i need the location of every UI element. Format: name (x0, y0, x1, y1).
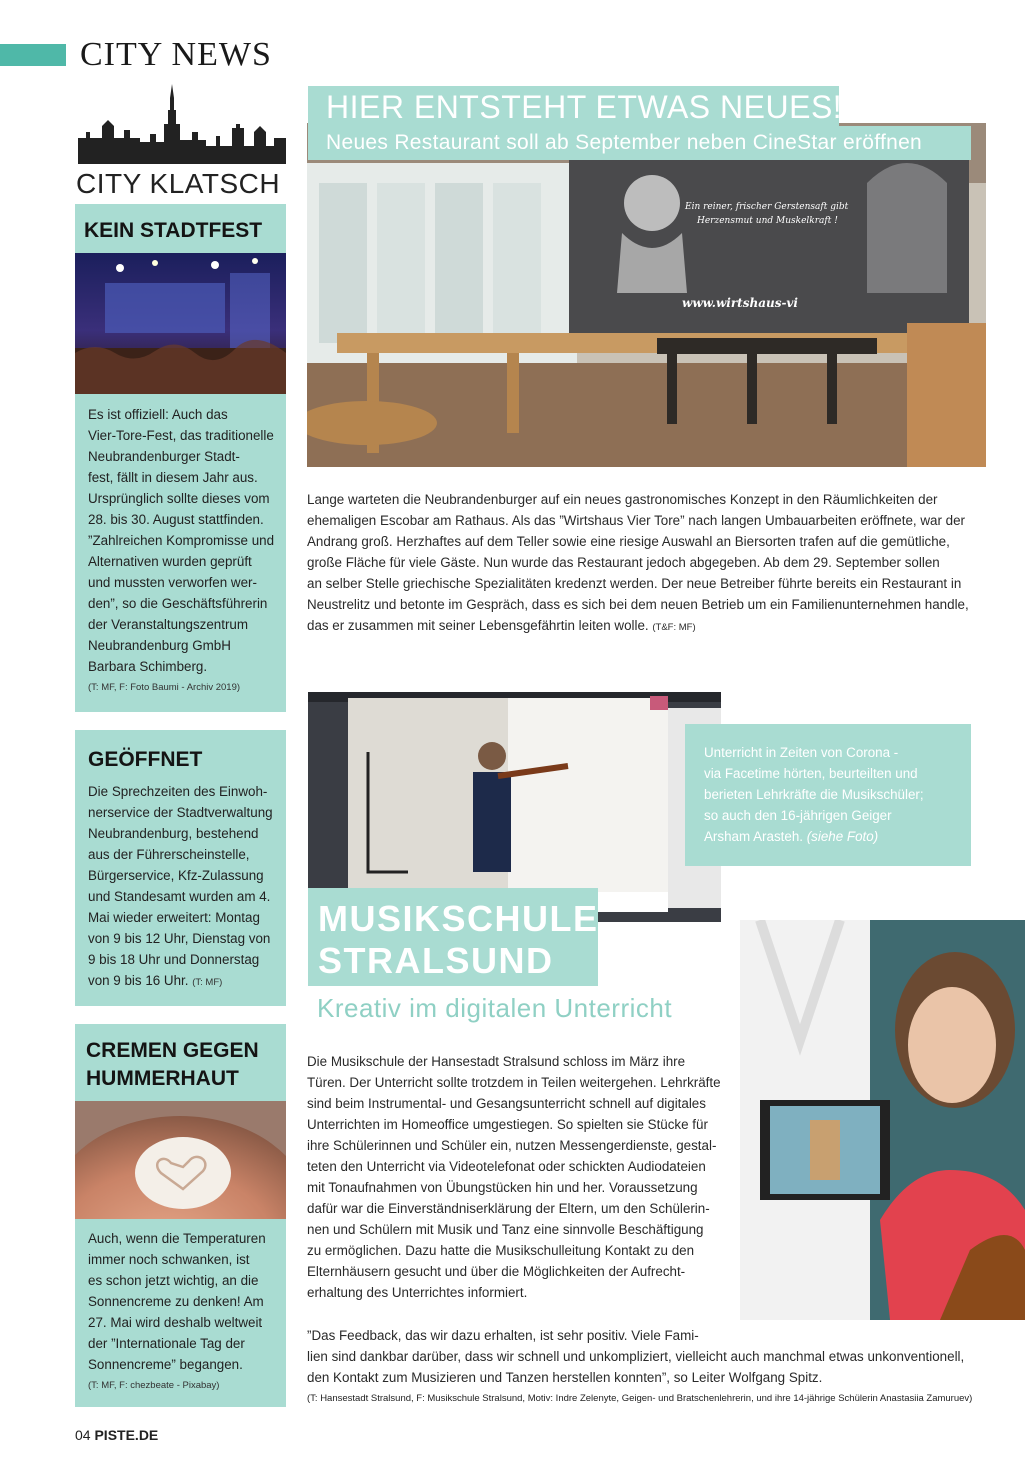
restaurant-photo-slogan-2: Herzensmut und Muskelkraft ! (697, 216, 838, 226)
geoeffnet-text-line: Mai wieder erweitert: Montag (88, 910, 260, 925)
musikschule-quote-line: ”Das Feedback, das wir dazu erhalten, ist sehr positiv. Viele Fami- (307, 1328, 699, 1343)
geoeffnet-last-line (88, 970, 222, 993)
restaurant-last-line (307, 615, 696, 638)
sonnencreme-credit: (T: MF, F: chezbeate - Pixabay) (88, 1380, 220, 1391)
geoeffnet-credit: (T: MF) (192, 977, 223, 988)
geoeffnet-title: GEÖFFNET (88, 748, 203, 771)
stadtfest-title-box (75, 204, 286, 256)
geoeffnet-box (75, 730, 286, 1006)
musikschule-text-line: erhaltung des Unterrichtes informiert. (307, 1285, 528, 1300)
geoeffnet-text-line: aus der Führerscheinstelle, (88, 847, 250, 862)
stadtfest-text-line: der Veranstaltungszentrum (88, 617, 249, 632)
stadtfest-text-box (75, 394, 286, 712)
geoeffnet-text-line: Bürgerservice, Kfz-Zulassung (88, 868, 264, 883)
restaurant-last-text: das er zusammen mit seiner Lebensgefährtin leiten wolle. (307, 618, 649, 633)
musikschule-caption (704, 742, 954, 847)
musikschule-text-line: mit Tonaufnahmen von Übungstücken hin und her. Voraussetzung (307, 1180, 698, 1195)
sonnencreme-text-line: Auch, wenn die Temperaturen (88, 1231, 266, 1246)
restaurant-subheadline: Neues Restaurant soll ab September neben CineStar eröffnen (326, 131, 923, 154)
restaurant-text-line: ehemaligen Escobar am Rathaus. Als das ”Wirtshaus Vier Tore” nach langen Umbauarbeiten eröffnete, war der (307, 513, 965, 528)
stadtfest-text-line: Barbara Schimberg. (88, 659, 208, 674)
stadtfest-text-line: den”, so die Geschäftsführerin (88, 596, 268, 611)
musikschule-text-line: Die Musikschule der Hansestadt Stralsund schloss im März ihre (307, 1054, 686, 1069)
stadtfest-text-line: Vier-Tore-Fest, das traditionelle (88, 428, 274, 443)
stadtfest-text-line: ”Zahlreichen Kompromisse und (88, 533, 275, 548)
caption-reference: (siehe Foto) (806, 829, 879, 844)
musikschule-subtitle: Kreativ im digitalen Unterricht (317, 993, 673, 1023)
sonnencreme-text-line: Sonnencreme” begangen. (88, 1357, 243, 1372)
stadtfest-text-line: 28. bis 30. August stattfinden. (88, 512, 264, 527)
caption-line: so auch den 16-jährigen Geiger (704, 808, 892, 823)
stadtfest-text-line: fest, fällt in diesem Jahr aus. (88, 470, 258, 485)
restaurant-text-line: Lange warteten die Neubrandenburger auf ein neues gastronomisches Konzept in den Räumlichkeiten der (307, 492, 938, 507)
musikschule-text-line: Türen. Der Unterricht sollte trotzdem in Teilen weitergehen. Lehrkräfte (307, 1075, 721, 1090)
musikschule-title-line2: STRALSUND (318, 940, 554, 981)
sonnencreme-text-line: Sonnencreme zu denken! Am (88, 1294, 264, 1309)
sonnencreme-text-line: immer noch schwanken, ist (88, 1252, 250, 1267)
musikschule-text-line: Elternhäusern gesucht und über die Möglichkeiten der Aufrecht- (307, 1264, 686, 1279)
musikschule-quote-line: lien sind dankbar darüber, dass wir schnell und unkompliziert, vielleicht auch manchmal etwas unkonventionell, (307, 1349, 965, 1364)
page-footer (75, 1427, 158, 1443)
musikschule-text-line: Unterrichten im Homeoffice umgestiegen. So spielten sie Stücke für (307, 1117, 708, 1132)
sonnencreme-title-line2: HUMMERHAUT (86, 1067, 239, 1090)
musikschule-text-line: dafür war die Einverständniserklärung der Eltern, um den Schülerin- (307, 1201, 710, 1216)
caption-line: berieten Lehrkräfte die Musikschüler; (704, 787, 924, 802)
sonnencreme-text-line: der ”Internationale Tag der (88, 1336, 245, 1351)
musikschule-text-line: sind beim Instrumental- und Gesangsunterricht schnell auf digitales (307, 1096, 706, 1111)
musikschule-text-line: zu ermöglichen. Dazu hatte die Musikschulleitung Kontakt zu den (307, 1243, 695, 1258)
musikschule-title-line1: MUSIKSCHULE (318, 898, 599, 939)
musikschule-title (318, 898, 599, 982)
section-title: CITY NEWS (80, 36, 272, 73)
musikschule-text-line: ihre Schülerinnen und Schüler ein, nutzen Messengerdienste, gestal- (307, 1138, 717, 1153)
restaurant-photo (307, 123, 986, 467)
geoeffnet-text-line: 9 bis 18 Uhr und Donnerstag (88, 952, 260, 967)
restaurant-credit: (T&F: MF) (652, 622, 696, 633)
caption-line: Unterricht in Zeiten von Corona - (704, 745, 899, 760)
logo-text: CITY KLATSCH (76, 168, 281, 199)
stadtfest-photo (75, 253, 286, 394)
sonnencreme-title-line1: CREMEN GEGEN (86, 1039, 259, 1062)
musikschule-text-line: nen und Schülern mit Musik und Tanz eine sinnvolle Beschäftigung (307, 1222, 704, 1237)
page-number: 04 (75, 1427, 91, 1443)
restaurant-text-line: an selber Stelle griechische Spezialitäten kredenzt werden. Der neue Betreiber führte bereits ein Restaurant in (307, 576, 962, 591)
violin-teacher-photo (740, 920, 1025, 1320)
restaurant-photo-url: www.wirtshaus-vi (682, 296, 798, 310)
geoeffnet-text-line: Die Sprechzeiten des Einwoh- (88, 784, 268, 799)
geoeffnet-last-text: von 9 bis 16 Uhr. (88, 973, 189, 988)
caption-line: via Facetime hörten, beurteilten und (704, 766, 918, 781)
geoeffnet-text-line: Neubrandenburg, bestehend (88, 826, 259, 841)
stadtfest-credit: (T: MF, F: Foto Baumi - Archiv 2019) (88, 682, 241, 693)
musikschule-quote-line: den Kontakt zum Musizieren und Tanzen herstellen konnten”, so Leiter Wolfgang Spitz. (307, 1370, 823, 1385)
caption-last-text: Arsham Arasteh. (704, 829, 803, 844)
stadtfest-text-line: Neubrandenburg GmbH (88, 638, 231, 653)
sonnencreme-text-line: 27. Mai wird deshalb weltweit (88, 1315, 263, 1330)
restaurant-text-line: große Fläche für viele Gäste. Nun wurde das Restaurant jedoch abgegeben. Ab dem 29. September sollen (307, 555, 940, 570)
sonnencreme-title-box (75, 1024, 286, 1102)
geoeffnet-text-line: nerservice der Stadtverwaltung (88, 805, 273, 820)
stadtfest-title: KEIN STADTFEST (84, 219, 263, 242)
geoeffnet-text-line: von 9 bis 12 Uhr, Dienstag von (88, 931, 271, 946)
sonnencreme-text-line: es schon jetzt wichtig, an die (88, 1273, 259, 1288)
stadtfest-text-line: Ursprünglich sollte dieses vom (88, 491, 270, 506)
musikschule-text-line: teten den Unterricht via Videotelefonat oder schickten Audiodateien (307, 1159, 706, 1174)
sonnencreme-text-box (75, 1219, 286, 1407)
restaurant-headline: HIER ENTSTEHT ETWAS NEUES! (326, 89, 843, 125)
sonnencreme-photo (75, 1101, 286, 1219)
restaurant-photo-slogan-1: Ein reiner, frischer Gerstensaft gibt (685, 202, 849, 212)
geoeffnet-text-line: und Standesamt wurden am 4. (88, 889, 271, 904)
footer-brand: PISTE.DE (94, 1427, 159, 1443)
stadtfest-text-line: Neubrandenburger Stadt- (88, 449, 240, 464)
stadtfest-text-line: Alternativen wurden geprüft (88, 554, 252, 569)
restaurant-text-line: Neustrelitz und betonte im Gespräch, dass es sich bei dem neuen Betrieb um ein Familienunternehmen handle, (307, 597, 969, 612)
stadtfest-text-line: Es ist offiziell: Auch das (88, 407, 228, 422)
restaurant-text-line: Andrang groß. Herzhaftes auf dem Teller sowie eine riesige Auswahl an Biersorten trafen auf die gemütliche, (307, 534, 950, 549)
stadtfest-text-line: und mussten verworfen wer- (88, 575, 257, 590)
musikschule-credit: (T: Hansestadt Stralsund, F: Musikschule Stralsund, Motiv: Indre Zelenyte, Geigen- und Bratschenlehrerin, und ihre 14-jährige Schülerin Anastasiia Zamuruev) (307, 1393, 973, 1404)
header-accent-bar (0, 44, 66, 66)
